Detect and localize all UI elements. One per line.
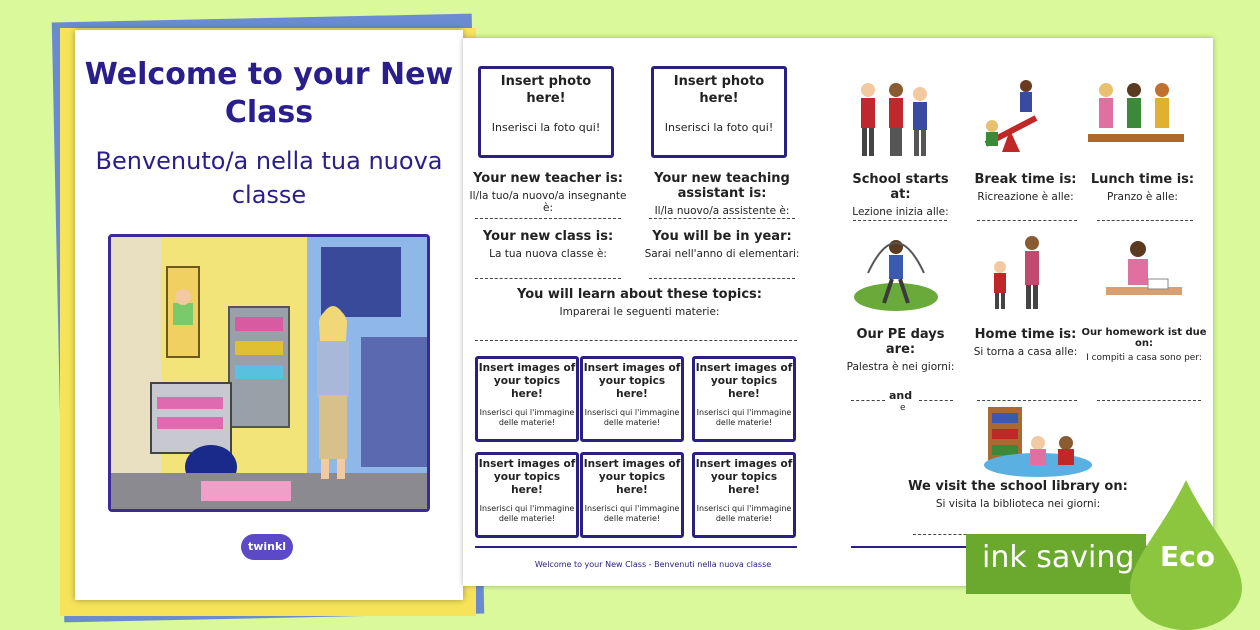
library-field [883, 479, 1153, 510]
footer-line [475, 546, 797, 548]
pe-days-label-it: Palestra è nei giorni: [846, 361, 955, 373]
year-field [628, 229, 816, 260]
topic-box-title: Insert images of your topics here! [695, 458, 793, 496]
topic-box[interactable] [692, 356, 796, 442]
break-time-label: Break time is: [974, 172, 1077, 187]
class-field [463, 229, 633, 260]
library-label-it: Si visita la biblioteca nei giorni: [935, 498, 1101, 510]
class-answer-line[interactable] [475, 278, 621, 279]
children-walking-illustration [861, 83, 927, 156]
topics-field [463, 287, 816, 318]
pe-day1-answer-line[interactable] [851, 400, 885, 401]
homework-label-it: I compiti a casa sono per: [1086, 353, 1202, 363]
cover-title-en: Welcome to your New Class [84, 57, 454, 130]
class-label: Your new class is: [482, 229, 614, 244]
topic-box[interactable] [692, 452, 796, 538]
school-starts-label-it: Lezione inizia alle: [852, 206, 949, 218]
year-label-it: Sarai nell'anno di elementari: [644, 248, 800, 260]
schedule-illustrations-row2 [848, 233, 1188, 318]
topics-label-it: Imparerai le seguenti materie: [559, 306, 720, 318]
seesaw-illustration [986, 80, 1036, 152]
home-time-answer-line[interactable] [977, 400, 1077, 401]
home-time-field [968, 327, 1083, 358]
photo-box-title: Insert photo here! [500, 74, 592, 106]
eco-label: Eco [1160, 540, 1215, 573]
pe-skipping-illustration [854, 240, 938, 311]
assistant-label: Your new teaching assistant is: [654, 171, 790, 201]
topic-box-title: Insert images of your topics here! [478, 458, 576, 496]
pe-day2-answer-line[interactable] [919, 400, 953, 401]
topic-box[interactable] [580, 452, 684, 538]
footer-text: Welcome to your New Class - Benvenuti nella nuova classe [534, 560, 772, 569]
topic-box-subtitle: Inserisci qui l'immagine delle materie! [584, 408, 680, 427]
teacher-field [463, 171, 633, 214]
teacher-answer-line[interactable] [475, 218, 621, 219]
photo-box-teacher[interactable] [478, 66, 614, 158]
twinkl-logo: twinkl [241, 534, 293, 560]
pe-days-field [843, 327, 958, 373]
topic-box-subtitle: Inserisci qui l'immagine delle materie! [479, 504, 575, 523]
homework-label: Our homework ist due on: [1081, 327, 1207, 349]
assistant-field [628, 171, 816, 217]
year-label: You will be in year: [652, 229, 792, 244]
topic-box-subtitle: Inserisci qui l'immagine delle materie! [696, 408, 792, 427]
photo-box-assistant[interactable] [651, 66, 787, 158]
lunch-time-answer-line[interactable] [1097, 220, 1193, 221]
homework-illustration [1106, 241, 1182, 295]
school-starts-field [843, 172, 958, 218]
document-spread [463, 38, 1213, 586]
school-starts-label: School starts at: [852, 172, 949, 202]
schedule-illustrations-row1 [848, 78, 1188, 168]
topic-box-subtitle: Inserisci qui l'immagine delle materie! [696, 504, 792, 523]
break-time-label-it: Ricreazione è alle: [977, 191, 1074, 203]
topic-box[interactable] [475, 452, 579, 538]
lunch-time-label-it: Pranzo è alle: [1107, 191, 1178, 203]
cover-page [75, 30, 463, 600]
topic-box-title: Insert images of your topics here! [583, 458, 681, 496]
topics-label: You will learn about these topics: [517, 287, 762, 302]
topic-box-subtitle: Inserisci qui l'immagine delle materie! [584, 504, 680, 523]
home-time-label-it: Si torna a casa alle: [973, 346, 1078, 358]
lunch-time-field [1085, 172, 1200, 203]
break-time-answer-line[interactable] [977, 220, 1077, 221]
ink-saving-text: ink saving [982, 540, 1135, 575]
homework-field [1077, 327, 1211, 363]
photo-box-subtitle: Inserisci la foto qui! [491, 121, 601, 134]
home-time-illustration [994, 236, 1039, 309]
assistant-label-it: Il/la nuovo/a assistente è: [654, 205, 790, 217]
assistant-answer-line[interactable] [649, 218, 795, 219]
topic-box-title: Insert images of your topics here! [478, 362, 576, 400]
homework-answer-line[interactable] [1097, 400, 1201, 401]
teacher-label: Your new teacher is: [473, 171, 623, 186]
library-label: We visit the school library on: [908, 479, 1128, 494]
photo-box-title: Insert photo here! [673, 74, 765, 106]
and-word: and [889, 389, 913, 402]
year-answer-line[interactable] [649, 278, 795, 279]
and-word-it: e [900, 403, 906, 413]
pe-days-label: Our PE days are: [856, 327, 945, 357]
lunch-time-label: Lunch time is: [1090, 172, 1195, 187]
teacher-label-it: Il/la tuo/a nuovo/a insegnante è: [469, 190, 627, 214]
cover-title-it: Benvenuto/a nella tua nuova classe [95, 147, 443, 209]
classroom-illustration [108, 234, 430, 512]
break-time-field [968, 172, 1083, 203]
topic-box-title: Insert images of your topics here! [695, 362, 793, 400]
topic-box-title: Insert images of your topics here! [583, 362, 681, 400]
topic-box[interactable] [475, 356, 579, 442]
topic-box-subtitle: Inserisci qui l'immagine delle materie! [479, 408, 575, 427]
photo-box-subtitle: Inserisci la foto qui! [664, 121, 774, 134]
topics-answer-line[interactable] [475, 340, 797, 341]
lunch-illustration [1088, 83, 1184, 142]
topic-box[interactable] [580, 356, 684, 442]
school-starts-answer-line[interactable] [853, 220, 947, 221]
home-time-label: Home time is: [974, 327, 1077, 342]
class-label-it: La tua nuova classe è: [489, 248, 607, 260]
library-illustration [978, 403, 1098, 479]
